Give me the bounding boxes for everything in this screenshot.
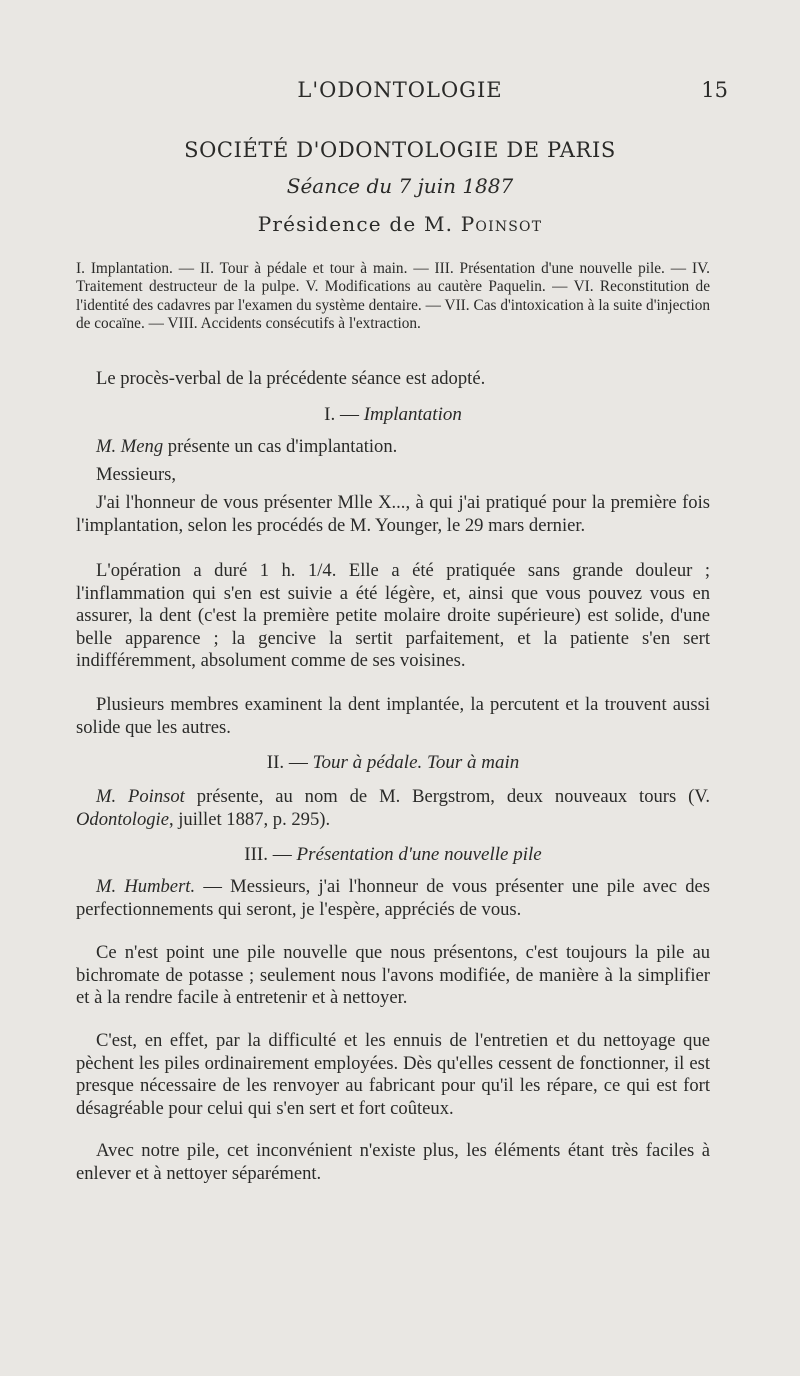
section-title: Tour à pédale. Tour à main	[312, 752, 520, 773]
speaker-name: M. Poinsot	[96, 786, 185, 807]
section-title: Présentation d'une nouvelle pile	[296, 844, 542, 865]
session-date: Séance du 7 juin 1887	[286, 174, 514, 198]
salutation: Messieurs,	[96, 464, 177, 485]
paragraph-poinsot	[76, 786, 710, 831]
session-summary: I. Implantation. — II. Tour à pédale et tour à main. — III. Présentation d'une nouvelle pile. — IV. Traitement destructeur de la pulpe. V. Modifications au cautère Paquelin. — VI. Reconstitution de l'identité des cadavres par l'examen du système dentaire. — VII. Cas d'intoxication à la suite d'injection de cocaïne. — VIII. Accidents consécutifs à l'extraction.	[76, 260, 710, 333]
section-heading-pile	[76, 844, 710, 866]
paragraph-implantation-3: Plusieurs membres examinent la dent implantée, la percutent et la trouvent aussi solide que les autres.	[76, 694, 710, 738]
speaker-name: M. Meng	[96, 436, 164, 457]
section-number: II. —	[266, 752, 308, 773]
paragraph-implantation-2: L'opération a duré 1 h. 1/4. Elle a été pratiquée sans grande douleur ; l'inflammation qui s'en est suivie a été légère, et, ainsi que vous pouvez vous en assurer, la dent (c'est la première petite molaire droite supérieure) est solide, d'une belle apparence ; la gencive la sertit parfaitement, et la patiente s'en sert indifféremment, absolument comme de ses voisines.	[76, 560, 710, 672]
paragraph-text: — Messieurs, j'ai l'honneur de vous présenter une pile avec des perfectionnements qui seront, je l'espère, appréciés de vous.	[76, 876, 710, 920]
section-title: Implantation	[363, 404, 462, 425]
section-heading-implantation	[76, 404, 710, 426]
society-title: SOCIÉTÉ D'ODONTOLOGIE DE PARIS	[184, 138, 616, 162]
intro-text: présente un cas d'implantation.	[163, 436, 398, 457]
president-name: Poinsot	[460, 212, 543, 236]
speaker-name: M. Humbert.	[96, 876, 196, 897]
section-number: I. —	[324, 404, 359, 425]
section-heading-tours	[76, 752, 710, 774]
paragraph-humbert-2: Ce n'est point une pile nouvelle que nous présentons, c'est toujours la pile au bichromate de potasse ; seulement nous l'avons modifiée, de manière à la simplifier et à la rendre facile à entretenir et à nettoyer.	[76, 942, 710, 1009]
paragraph-text: présente, au nom de M. Bergstrom, deux nouveaux tours (V.	[184, 786, 711, 807]
paragraph-implantation-1: J'ai l'honneur de vous présenter Mlle X..., à qui j'ai pratiqué pour la première fois l'implantation, selon les procédés de M. Younger, le 29 mars dernier.	[76, 492, 710, 536]
presidency-prefix: Présidence de M.	[257, 212, 454, 236]
journal-reference: Odontologie	[76, 808, 169, 830]
section-number: III. —	[244, 844, 292, 865]
paragraph-meng-intro	[76, 436, 710, 459]
page-number: 15	[701, 78, 728, 102]
paragraph-humbert-3: C'est, en effet, par la difficulté et les ennuis de l'entretien et du nettoyage que pèchent les piles ordinairement employées. Dès qu'elles cessent de fonctionner, il est presque nécessaire de les renvoyer au fabricant pour qu'il les répare, ce qui est fort désagréable pour celui qui s'en sert et fort coûteux.	[76, 1030, 710, 1119]
presidency-line	[0, 212, 800, 236]
paragraph-text: , juillet 1887, p. 295).	[168, 808, 331, 830]
journal-title: L'ODONTOLOGIE	[297, 78, 503, 102]
minutes-adopted: Le procès-verbal de la précédente séance est adopté.	[96, 368, 486, 389]
paragraph-humbert-1	[76, 876, 710, 921]
running-head	[0, 78, 800, 108]
paragraph-humbert-4: Avec notre pile, cet inconvénient n'existe plus, les éléments étant très faciles à enlever et à nettoyer séparément.	[76, 1140, 710, 1184]
